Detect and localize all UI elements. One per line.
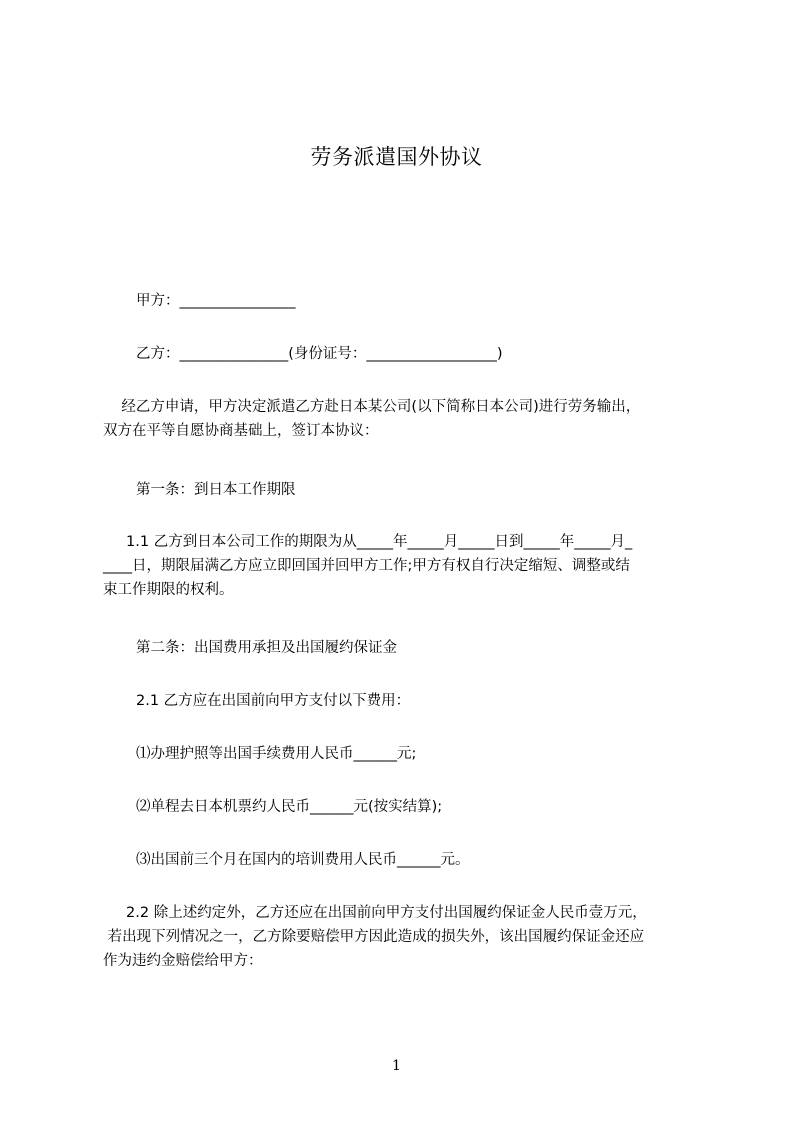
page-number: 1 — [392, 1058, 401, 1074]
intro-line-1: 经乙方申请，甲方决定派遣乙方赴日本某公司(以下简称日本公司)进行劳务输出， — [103, 399, 641, 415]
intro-paragraph — [103, 395, 703, 443]
party-b-line: 乙方：_______________(身份证号：__________________) — [136, 346, 503, 362]
fee-item-3: ⑶出国前三个月在国内的培训费用人民币______元。 — [136, 852, 470, 868]
clause-1-1-paragraph — [103, 530, 703, 602]
document-title: 劳务派遣国外协议 — [310, 145, 483, 169]
clause-1-1-line-1: 1.1 乙方到日本公司工作的期限为从_____年_____月_____日到_____年_____月_ — [103, 534, 633, 550]
fee-item-2: ⑵单程去日本机票约人民币______元(按实结算); — [136, 799, 443, 815]
clause-2-2-line-2: 若出现下列情况之一，乙方除要赔偿甲方因此造成的损失外，该出国履约保证金还应 — [103, 929, 645, 945]
clause-1-1-line-2: ____日，期限届满乙方应立即回国并回甲方工作;甲方有权自行决定缩短、调整或结 — [103, 558, 630, 574]
clause-2-2-line-1: 2.2 除上述约定外，乙方还应在出国前向甲方支付出国履约保证金人民币壹万元， — [103, 905, 647, 921]
article-2-heading: 第二条：出国费用承担及出国履约保证金 — [136, 640, 397, 656]
party-a-line: 甲方：________________ — [136, 293, 296, 309]
clause-2-2-line-3: 作为违约金赔偿给甲方： — [103, 953, 263, 969]
fee-item-1: ⑴办理护照等出国手续费用人民币______元; — [136, 746, 417, 762]
clause-2-1: 2.1 乙方应在出国前向甲方支付以下费用： — [136, 693, 411, 709]
clause-2-2-paragraph — [103, 901, 703, 973]
clause-1-1-line-3: 束工作期限的权利。 — [103, 582, 234, 598]
article-1-heading: 第一条：到日本工作期限 — [136, 482, 296, 498]
intro-line-2: 双方在平等自愿协商基础上，签订本协议： — [103, 423, 379, 439]
